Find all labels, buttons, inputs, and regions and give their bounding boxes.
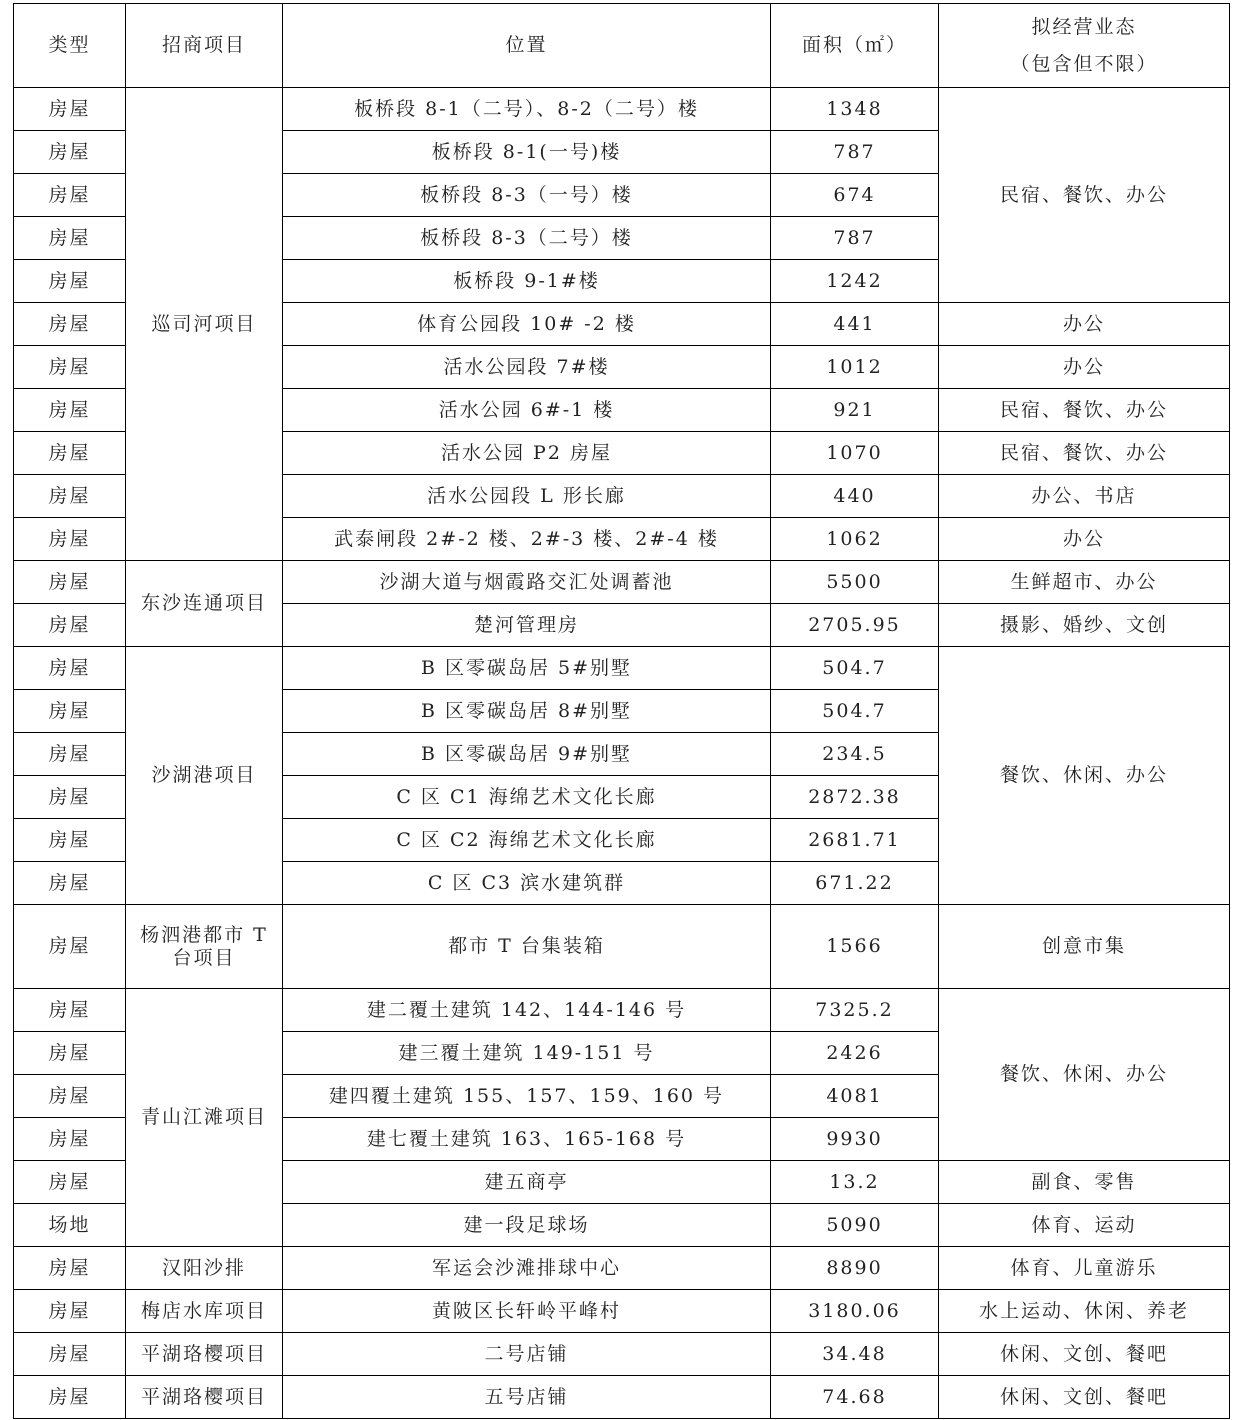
cell-location: 楚河管理房	[283, 604, 771, 647]
cell-area: 8890	[771, 1247, 939, 1290]
cell-project: 东沙连通项目	[126, 561, 283, 647]
cell-location: B 区零碳岛居 9#别墅	[283, 733, 771, 776]
cell-area: 1062	[771, 518, 939, 561]
cell-location: B 区零碳岛居 8#别墅	[283, 690, 771, 733]
header-project: 招商项目	[126, 4, 283, 88]
table-row	[14, 561, 1230, 604]
cell-type: 房屋	[14, 776, 126, 819]
cell-area: 5500	[771, 561, 939, 604]
cell-usage: 副食、零售	[939, 1161, 1230, 1204]
table-row	[14, 1376, 1230, 1419]
header-area: 面积（㎡）	[771, 4, 939, 88]
header-location: 位置	[283, 4, 771, 88]
cell-type: 房屋	[14, 1075, 126, 1118]
cell-usage: 水上运动、休闲、养老	[939, 1290, 1230, 1333]
cell-location: 武泰闸段 2#-2 楼、2#-3 楼、2#-4 楼	[283, 518, 771, 561]
cell-type: 房屋	[14, 131, 126, 174]
table-row	[14, 647, 1230, 690]
cell-area: 1566	[771, 905, 939, 989]
cell-area: 9930	[771, 1118, 939, 1161]
header-usage-line2: （包含但不限）	[1010, 52, 1158, 75]
table-row	[14, 88, 1230, 131]
leasing-projects-table	[13, 3, 1230, 1419]
cell-area: 234.5	[771, 733, 939, 776]
table-row	[14, 1290, 1230, 1333]
cell-location: 板桥段 8-3（二号）楼	[283, 217, 771, 260]
cell-type: 房屋	[14, 1161, 126, 1204]
cell-usage: 民宿、餐饮、办公	[939, 389, 1230, 432]
cell-area: 504.7	[771, 690, 939, 733]
cell-area: 1070	[771, 432, 939, 475]
cell-usage: 办公、书店	[939, 475, 1230, 518]
cell-area: 7325.2	[771, 989, 939, 1032]
cell-usage: 生鲜超市、办公	[939, 561, 1230, 604]
cell-project: 梅店水库项目	[126, 1290, 283, 1333]
cell-type: 房屋	[14, 989, 126, 1032]
cell-area: 1242	[771, 260, 939, 303]
cell-area: 4081	[771, 1075, 939, 1118]
table-row	[14, 1247, 1230, 1290]
cell-location: 建三覆土建筑 149-151 号	[283, 1032, 771, 1075]
table-row	[14, 989, 1230, 1032]
cell-location: 军运会沙滩排球中心	[283, 1247, 771, 1290]
cell-type: 房屋	[14, 1333, 126, 1376]
cell-location: 板桥段 8-1(一号)楼	[283, 131, 771, 174]
cell-area: 1348	[771, 88, 939, 131]
cell-location: 建二覆土建筑 142、144-146 号	[283, 989, 771, 1032]
cell-area: 441	[771, 303, 939, 346]
cell-type: 房屋	[14, 733, 126, 776]
cell-location: C 区 C2 海绵艺术文化长廊	[283, 819, 771, 862]
cell-usage: 休闲、文创、餐吧	[939, 1333, 1230, 1376]
cell-area: 2872.38	[771, 776, 939, 819]
cell-area: 1012	[771, 346, 939, 389]
header-usage	[939, 4, 1230, 88]
cell-type: 房屋	[14, 88, 126, 131]
header-row	[14, 4, 1230, 88]
cell-location: 沙湖大道与烟霞路交汇处调蓄池	[283, 561, 771, 604]
header-type: 类型	[14, 4, 126, 88]
cell-location: 体育公园段 10# -2 楼	[283, 303, 771, 346]
cell-area: 13.2	[771, 1161, 939, 1204]
cell-usage: 民宿、餐饮、办公	[939, 88, 1230, 303]
table-row	[14, 1333, 1230, 1376]
cell-usage: 民宿、餐饮、办公	[939, 432, 1230, 475]
cell-location: 板桥段 8-3（一号）楼	[283, 174, 771, 217]
cell-type: 房屋	[14, 518, 126, 561]
cell-project: 平湖珞樱项目	[126, 1333, 283, 1376]
cell-type: 房屋	[14, 389, 126, 432]
cell-location: 活水公园段 7#楼	[283, 346, 771, 389]
cell-location: 二号店铺	[283, 1333, 771, 1376]
cell-type: 房屋	[14, 1376, 126, 1419]
cell-type: 房屋	[14, 432, 126, 475]
cell-area: 504.7	[771, 647, 939, 690]
cell-location: 板桥段 9-1#楼	[283, 260, 771, 303]
cell-location: C 区 C1 海绵艺术文化长廊	[283, 776, 771, 819]
cell-location: C 区 C3 滨水建筑群	[283, 862, 771, 905]
cell-project: 青山江滩项目	[126, 989, 283, 1247]
cell-usage: 创意市集	[939, 905, 1230, 989]
cell-usage: 餐饮、休闲、办公	[939, 647, 1230, 905]
cell-location: 五号店铺	[283, 1376, 771, 1419]
cell-type: 房屋	[14, 260, 126, 303]
cell-usage: 体育、儿童游乐	[939, 1247, 1230, 1290]
cell-area: 674	[771, 174, 939, 217]
cell-area: 2426	[771, 1032, 939, 1075]
cell-area: 5090	[771, 1204, 939, 1247]
cell-location: 黄陂区长轩岭平峰村	[283, 1290, 771, 1333]
cell-type: 房屋	[14, 217, 126, 260]
cell-project: 杨泗港都市 T 台项目	[126, 905, 283, 989]
cell-usage: 餐饮、休闲、办公	[939, 989, 1230, 1161]
cell-area: 787	[771, 131, 939, 174]
cell-project: 平湖珞樱项目	[126, 1376, 283, 1419]
cell-type: 房屋	[14, 647, 126, 690]
cell-type: 房屋	[14, 174, 126, 217]
cell-project: 巡司河项目	[126, 88, 283, 561]
cell-type: 房屋	[14, 1247, 126, 1290]
cell-area: 3180.06	[771, 1290, 939, 1333]
cell-area: 921	[771, 389, 939, 432]
header-usage-line1: 拟经营业态	[1031, 16, 1137, 39]
cell-location: 活水公园 P2 房屋	[283, 432, 771, 475]
cell-location: B 区零碳岛居 5#别墅	[283, 647, 771, 690]
cell-type: 房屋	[14, 1118, 126, 1161]
cell-type: 房屋	[14, 303, 126, 346]
cell-location: 建五商亭	[283, 1161, 771, 1204]
cell-area: 74.68	[771, 1376, 939, 1419]
cell-type: 房屋	[14, 1290, 126, 1333]
cell-type: 房屋	[14, 346, 126, 389]
cell-area: 787	[771, 217, 939, 260]
cell-usage: 休闲、文创、餐吧	[939, 1376, 1230, 1419]
cell-usage: 办公	[939, 303, 1230, 346]
cell-usage: 摄影、婚纱、文创	[939, 604, 1230, 647]
cell-project: 汉阳沙排	[126, 1247, 283, 1290]
cell-usage: 办公	[939, 346, 1230, 389]
cell-type: 房屋	[14, 819, 126, 862]
cell-type: 房屋	[14, 561, 126, 604]
cell-location: 板桥段 8-1（二号）、8-2（二号）楼	[283, 88, 771, 131]
cell-area: 671.22	[771, 862, 939, 905]
cell-usage: 办公	[939, 518, 1230, 561]
cell-location: 活水公园段 L 形长廊	[283, 475, 771, 518]
cell-type: 房屋	[14, 905, 126, 989]
table-row	[14, 905, 1230, 989]
cell-area: 440	[771, 475, 939, 518]
cell-project: 沙湖港项目	[126, 647, 283, 905]
cell-type: 房屋	[14, 604, 126, 647]
cell-type: 房屋	[14, 862, 126, 905]
cell-usage: 体育、运动	[939, 1204, 1230, 1247]
cell-location: 建四覆土建筑 155、157、159、160 号	[283, 1075, 771, 1118]
cell-type: 房屋	[14, 475, 126, 518]
cell-area: 34.48	[771, 1333, 939, 1376]
cell-location: 建七覆土建筑 163、165-168 号	[283, 1118, 771, 1161]
cell-type: 房屋	[14, 1032, 126, 1075]
cell-location: 活水公园 6#-1 楼	[283, 389, 771, 432]
cell-location: 建一段足球场	[283, 1204, 771, 1247]
cell-area: 2705.95	[771, 604, 939, 647]
cell-type: 房屋	[14, 690, 126, 733]
cell-location: 都市 T 台集装箱	[283, 905, 771, 989]
cell-area: 2681.71	[771, 819, 939, 862]
cell-type: 场地	[14, 1204, 126, 1247]
